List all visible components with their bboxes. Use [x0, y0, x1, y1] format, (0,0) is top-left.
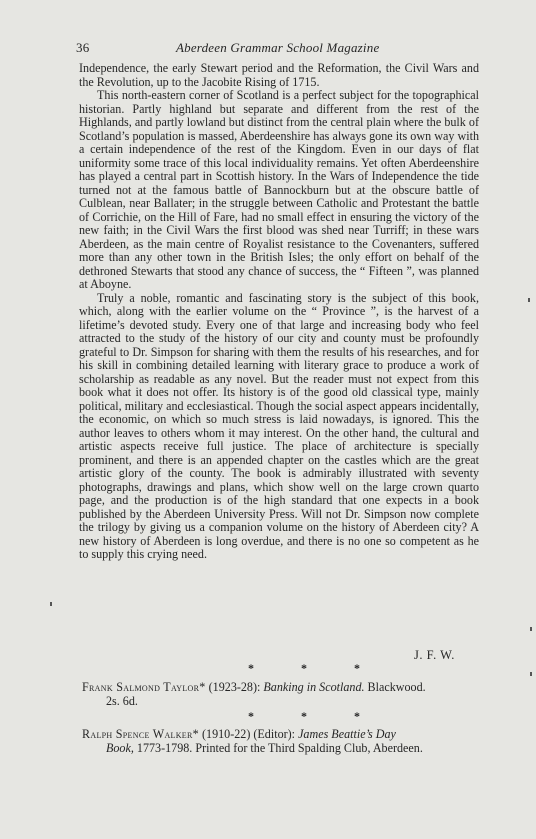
entry-title: James Beattie’s Day: [298, 727, 396, 741]
paragraph-continued: Independence, the early Stewart period and the Reformation, the Civil Wars and the Revolution, up to the Jacobite Rising of 1715.: [79, 61, 479, 89]
section-separator: * * *: [248, 661, 382, 675]
entry-publisher: Blackwood.: [364, 680, 426, 694]
page-number: 36: [76, 40, 90, 55]
entry-title-part: Book,: [106, 741, 134, 755]
entry-title-continued: [82, 741, 484, 755]
article-body: [79, 62, 479, 562]
page-header: [76, 40, 482, 58]
entry-years: (1910-22) (Editor):: [198, 727, 299, 741]
entry-publisher: 1773-1798. Printed for the Third Spalding Club, Aberdeen.: [133, 741, 423, 755]
entry-author: Frank Salmond Taylor*: [82, 680, 206, 694]
margin-speck: [528, 298, 530, 302]
book-entry: [82, 727, 484, 755]
margin-speck: [50, 602, 52, 606]
paragraph-aberdeenshire: This north-eastern corner of Scotland is a perfect subject for the topographical historian. Partly highland but separate and different from the rest of the Highlands, and partly lowland but distinct from the central plain where the bulk of Scotland’s population is massed, Aberdeenshire has always gone its own way with a certain independence of the rest of the Kingdom. Even in our days of flat uniformity some trace of this local individuality remains. Yet often Aberdeenshire has played a central part in Scottish history. In the Wars of Independence the tide turned not at the famous battle of Bannockburn but at the obscure battle of Culblean, near Ballater; in the struggle between Catholic and Protestant the battle of Corrichie, on the Hill of Fare, had no small effect in ensuring the victory of the new faith; in the Civil Wars the first blood was shed near Turriff; in these wars Aberdeen, as the main centre of Royalist resistance to the Covenanters, suffered more than any other town in the British Isles; the only effort on behalf of the dethroned Stewarts that stood any chance of success, the “ Fifteen ”, was planned at Aboyne.: [79, 88, 479, 291]
book-entry: [82, 680, 484, 708]
author-signature: J. F. W.: [414, 648, 455, 662]
margin-speck: [530, 627, 532, 631]
entry-title: Banking in Scotland.: [263, 680, 365, 694]
entry-author: Ralph Spence Walker*: [82, 727, 199, 741]
running-title: Aberdeen Grammar School Magazine: [176, 40, 380, 55]
margin-speck: [530, 672, 532, 676]
section-separator: * * *: [248, 709, 382, 723]
paragraph-review: Truly a noble, romantic and fascinating story is the subject of this book, which, along with the earlier volume on the “ Province ”, is the harvest of a lifetime’s devoted study. Every one of that large and increasing body who feel attracted to the study of the history of our city and county must be profoundly grateful to Dr. Simpson for sharing with them the results of his researches, and for his skill in combining detailed learning with literary grace to produce a work of scholarship as readable as any novel. But the reader must not expect from this book what it does not offer. Its history is of the good old classical type, mainly political, military and ecclesiastical. Though the social aspect appears incidentally, the economic, on which so much stress is laid nowadays, is ignored. This the author leaves to others whom it may interest. On the other hand, the cultural and artistic aspects receive full justice. The place of architecture is specially prominent, and there is an appended chapter on the castles which are the great artistic glory of the county. The book is admirably illustrated with seventy photographs, drawings and plans, which show well on the large crown quarto page, and the production is of the high standard that one expects in a book published by the Aberdeen University Press. Will not Dr. Simpson now complete the trilogy by giving us a companion volume on the history of Aberdeen city? A new history of Aberdeen is long overdue, and there is no one so competent as he to supply this crying need.: [79, 290, 479, 561]
entry-price: 2s. 6d.: [106, 694, 138, 708]
entry-years: (1923-28):: [205, 680, 264, 694]
